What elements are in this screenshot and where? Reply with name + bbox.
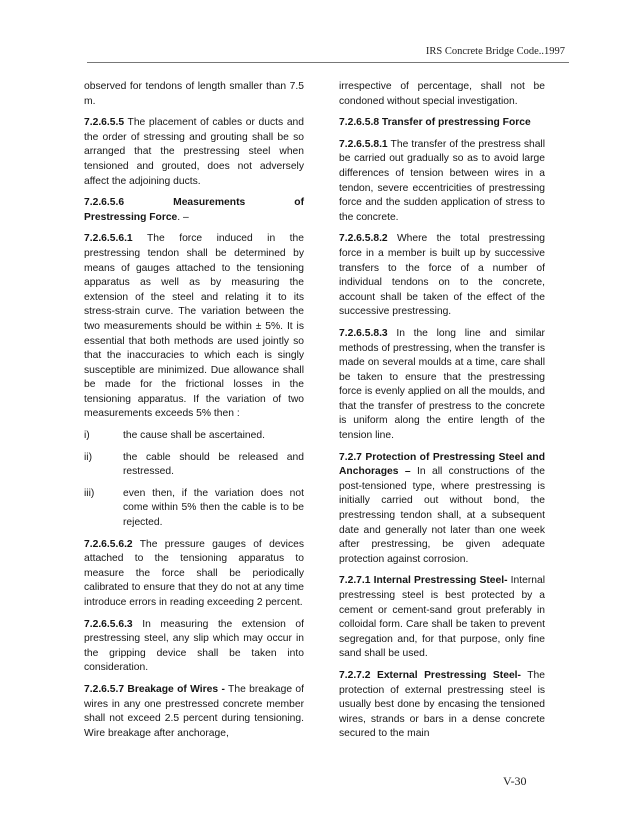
left-column [84,80,304,748]
section-heading: 7.2.7.1 Internal Prestressing Steel- [339,575,508,587]
page-number: V-30 [503,774,527,788]
section-7-2-6-5-6-heading [84,196,304,225]
section-text: Where the total prestressing force in a member is built up by successive transfers to the force of a number of individual tendons on to the concrete, account shall be taken of the effect of the successive prestressing. [339,233,545,318]
section-text: The transfer of the prestress shall be carried out gradually so as to avoid large differences of tension between wires in a tendon, severe eccentricities of prestressing force and the sudden application of stress to the concrete. [339,138,545,223]
section-7-2-6-5-6-3 [84,618,304,676]
list-item [84,487,304,531]
list-item [84,451,304,480]
list-text: the cable should be released and restressed. [123,451,304,478]
right-column [339,80,545,749]
section-number: 7.2.6.5.8.2 [339,233,388,245]
list-marker: i) [84,430,90,442]
section-7-2-6-5-8-1 [339,138,545,226]
section-text: The force induced in the prestressing tendon shall be determined by means of gauges attached to the tensioning apparatus as well as by measuring the extension of the steel and relating it to its stress-strain curve. The variation between the two measurements should be within ± 5%. It is essential that both methods are used jointly so that the inaccuracies to which each is singly susceptible are minimized. Due allowance shall be made for the frictional losses in the tensioning apparatus. If the variation of two measurements exceeds 5% then : [84,233,304,420]
section-number: 7.2.6.5.8.1 [339,138,388,150]
header-rule [87,62,569,63]
section-number: 7.2.6.5.5 [84,117,125,129]
section-7-2-6-5-8-2 [339,232,545,320]
section-7-2-6-5-6-2 [84,538,304,611]
section-7-2-6-5-6-1 [84,232,304,422]
section-text: In measuring the extension of prestressing steel, any slip which may occur in the gripping device shall be taken into consideration. [84,618,304,674]
heading-word-measurements: Measurements [173,197,246,209]
section-number: 7.2.6.5.6.1 [84,233,133,245]
section-text: In the long line and similar methods of prestressing, when the transfer is made on several moulds at a time, care shall be taken to ensure that the prestressing force is evenly applied on all the moulds, and that the transfer of prestress to the concrete is uniform along the entire length of the tension line. [339,327,545,442]
section-number: 7.2.6.5.6.3 [84,618,133,630]
running-header: IRS Concrete Bridge Code..1997 [425,46,565,57]
list-text: even then, if the variation does not come within 5% then the cable is to be rejected. [123,487,304,529]
section-text: The placement of cables or ducts and the order of stressing and grouting shall be so arranged that the prestressing steel when tensioned and grouted, does not adversely affect the adjoining ducts. [84,117,304,187]
section-heading: 7.2.7.2 External Prestressing Steel- [339,669,521,681]
section-text: In all constructions of the post-tensioned type, where prestressing is initially carried out without bond, the prestressing tendon shall, at a subsequent date and generally not later than one week after prestressing, be given adequate protection against corrosion. [339,466,545,565]
section-heading: 7.2.6.5.7 Breakage of Wires - [84,683,225,695]
heading-suffix: . – [177,211,189,223]
section-7-2-6-5-5 [84,116,304,189]
list-marker: iii) [84,487,95,499]
section-text: The pressure gauges of devices attached to the tensioning apparatus to measure the force shall be periodically calibrated to ensure that they do not at any time introduce errors in reading exceeding 2 percent. [84,538,304,608]
list-text: the cause shall be ascertained. [123,430,265,442]
section-7-2-6-5-8-heading [339,116,545,131]
section-7-2-6-5-7 [84,683,304,741]
section-text: Internal prestressing steel is best protected by a cement or cement-sand grout preferably in colloidal form. Care shall be taken to prevent segregation and, for that purpose, only fine sand shall be used. [339,575,545,660]
section-heading: 7.2.7 Protection of Prestressing Steel and Anchorages – [339,451,545,478]
section-7-2-7-1 [339,574,545,662]
paragraph-continued: irrespective of percentage, shall not be condoned without special investigation. [339,81,545,107]
section-7-2-7 [339,451,545,568]
section-7-2-6-5-8-3 [339,327,545,444]
paragraph-intro: observed for tendons of length smaller than 7.5 m. [84,81,304,107]
heading-number: 7.2.6.5.6 [84,197,125,209]
section-number: 7.2.6.5.6.2 [84,538,133,550]
section-text: The protection of external prestressing steel is usually best done by encasing the tensioned wires, strands or bars in a dense concrete secured to the main [339,669,545,740]
section-number: 7.2.6.5.8.3 [339,327,388,339]
list-marker: ii) [84,451,93,463]
heading-word-prestressing-force: Prestressing Force [84,211,178,223]
section-heading: 7.2.6.5.8 Transfer of prestressing Force [339,117,531,129]
heading-word-of: of [294,197,304,209]
list-item [84,429,304,444]
section-text: The breakage of wires in any one prestressed concrete member shall not exceed 2.5 percent during tensioning. Wire breakage after anchorage, [84,683,305,739]
section-7-2-7-2 [339,669,545,742]
